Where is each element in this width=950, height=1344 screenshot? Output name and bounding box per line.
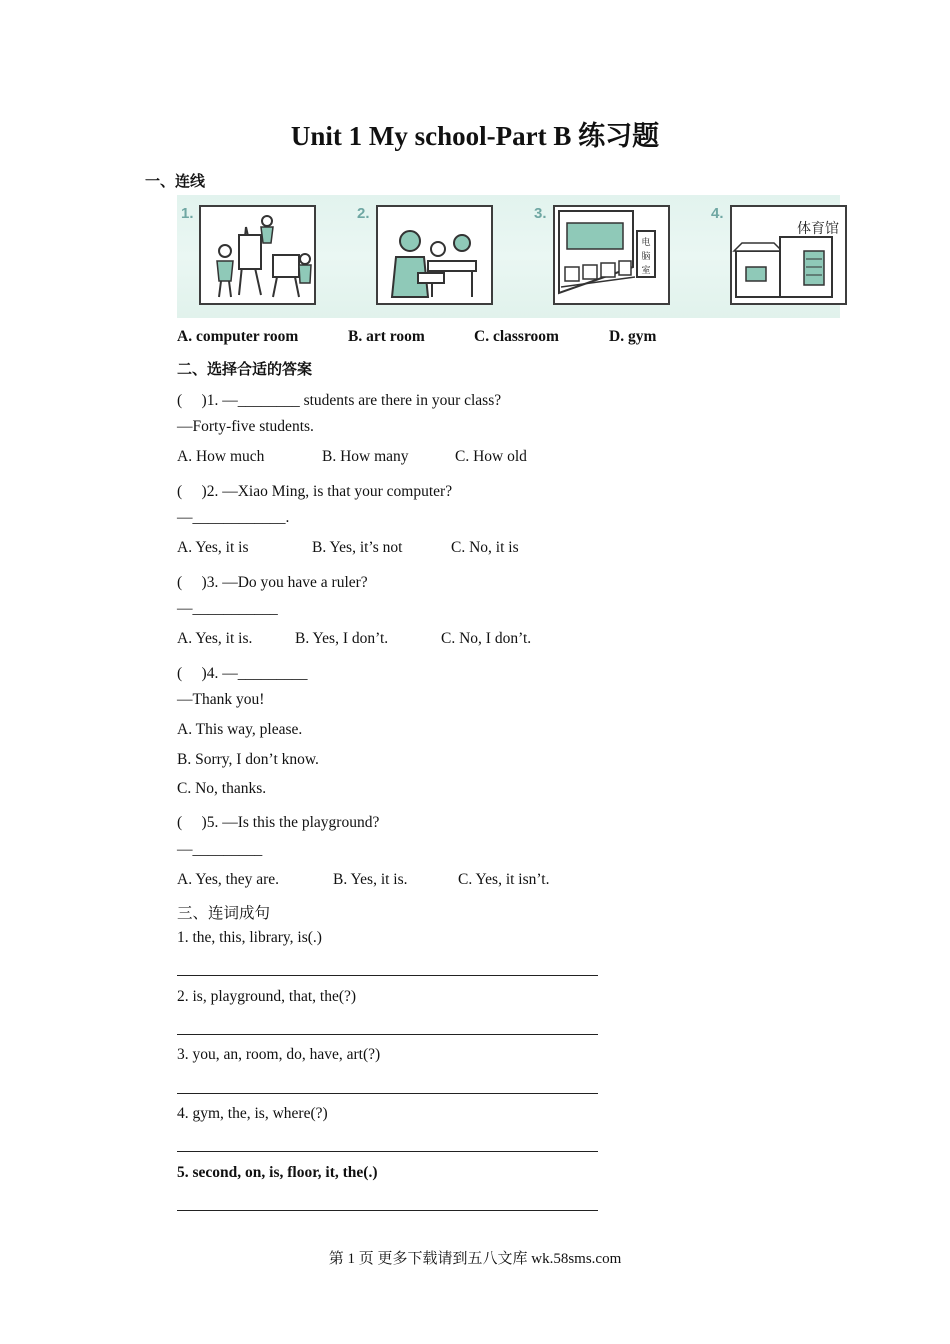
q5-option-a: A. Yes, they are. [177,871,280,888]
computer-room-illustration [555,207,668,303]
s3-answer-line-4[interactable] [177,1151,598,1152]
q5-stem: ( )5. —Is this the playground? [177,814,380,831]
q1-stem: ( )1. —________ students are there in your class? [177,392,502,409]
picture-number-1: 1. [181,205,194,222]
q1-option-a: A. How much [177,448,265,465]
section1-heading: 一、连线 [145,174,206,190]
page-footer: 第 1 页 更多下载请到五八文库 wk.58sms.com [328,1251,622,1267]
option-d: D. gym [609,328,657,345]
gym-sign-text: 体育馆 [797,221,839,237]
s3-answer-line-1[interactable] [177,975,598,976]
s3-item-5: 5. second, on, is, floor, it, the(.) [177,1164,378,1181]
classroom-picture [376,205,493,305]
option-a: A. computer room [177,328,299,345]
q5-option-c: C. Yes, it isn’t. [458,871,550,888]
s3-item-4: 4. gym, the, is, where(?) [177,1105,328,1122]
computer-room-picture [553,205,670,305]
q4-option-a: A. This way, please. [177,721,303,738]
q3-option-a: A. Yes, it is. [177,630,253,647]
s3-item-3: 3. you, an, room, do, have, art(?) [177,1046,381,1063]
q1-option-c: C. How old [455,448,527,465]
q5-reply: —_________ [177,841,263,858]
classroom-illustration [378,207,491,303]
gym-picture [730,205,847,305]
art-room-picture [199,205,316,305]
pic3-sign-char-1: 电 [641,238,651,248]
option-b: B. art room [348,328,425,345]
q4-reply: —Thank you! [177,691,265,708]
picture-number-4: 4. [711,205,724,222]
q4-stem: ( )4. —_________ [177,665,308,682]
gym-illustration [732,207,845,303]
picture-number-2: 2. [357,205,370,222]
q3-stem: ( )3. —Do you have a ruler? [177,574,368,591]
s3-item-1: 1. the, this, library, is(.) [177,929,322,946]
q2-stem: ( )2. —Xiao Ming, is that your computer? [177,483,453,500]
q4-option-b: B. Sorry, I don’t know. [177,751,319,768]
q2-option-c: C. No, it is [451,539,519,556]
q3-option-c: C. No, I don’t. [441,630,532,647]
art-room-illustration [201,207,314,303]
q4-option-c: C. No, thanks. [177,780,267,797]
section3-heading: 三、连词成句 [177,905,271,922]
q2-reply: —____________. [177,509,290,526]
q2-option-b: B. Yes, it’s not [312,539,403,556]
section2-heading: 二、选择合适的答案 [177,362,313,378]
q2-option-a: A. Yes, it is [177,539,249,556]
pic3-sign-char-3: 室 [641,266,651,276]
s3-item-2: 2. is, playground, that, the(?) [177,988,357,1005]
page-title: Unit 1 My school-Part B 练习题 [290,121,660,151]
q3-option-b: B. Yes, I don’t. [295,630,389,647]
matching-picture-strip [177,195,840,318]
q1-reply: —Forty-five students. [177,418,314,435]
picture-number-3: 3. [534,205,547,222]
q3-reply: —___________ [177,600,278,617]
pic3-sign-char-2: 脑 [641,252,651,262]
q5-option-b: B. Yes, it is. [333,871,408,888]
q1-option-b: B. How many [322,448,409,465]
option-c: C. classroom [474,328,559,345]
s3-answer-line-2[interactable] [177,1034,598,1035]
s3-answer-line-5[interactable] [177,1210,598,1211]
s3-answer-line-3[interactable] [177,1093,598,1094]
